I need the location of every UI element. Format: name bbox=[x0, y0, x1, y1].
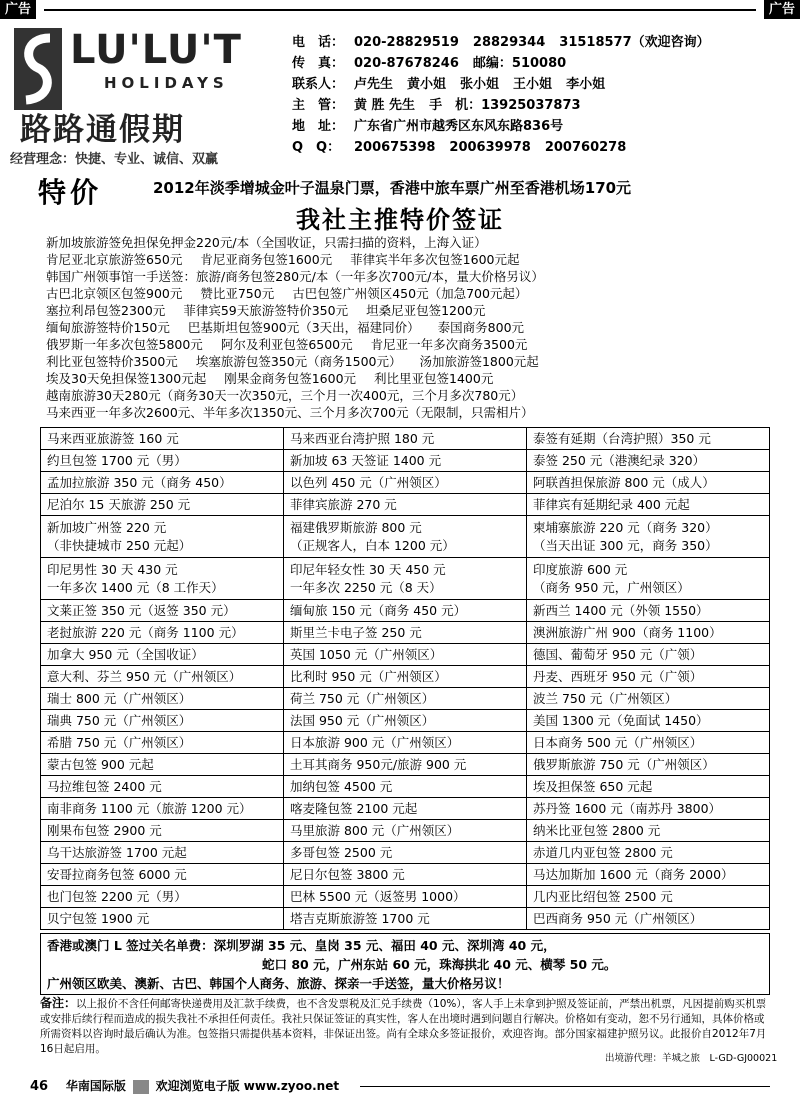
table-cell bbox=[527, 908, 770, 930]
contact-value: 邮编：510080 bbox=[472, 56, 567, 71]
edition-logo-icon bbox=[133, 1080, 149, 1094]
contact-value: 卢先生 bbox=[354, 77, 394, 92]
table-cell-line: 阿联酋担保旅游 800 元（成人） bbox=[533, 474, 715, 490]
table-cell-line: 日本商务 500 元（广州领区） bbox=[533, 734, 703, 750]
contact-value: 200639978 bbox=[449, 140, 531, 155]
table-cell bbox=[284, 450, 527, 472]
table-cell bbox=[41, 472, 284, 494]
table-cell bbox=[527, 688, 770, 710]
contact-value: 31518577（欢迎咨询） bbox=[559, 35, 710, 50]
promo-item: 坦桑尼亚包签1200元 bbox=[366, 303, 486, 318]
table-cell-line: 尼日尔包签 3800 元 bbox=[290, 866, 405, 882]
promo-item: 新加坡旅游签免担保免押金220元/本（全国收证，只需扫描的资料，上海入证） bbox=[46, 235, 487, 250]
promo-item: 汤加旅游签1800元起 bbox=[419, 354, 539, 369]
table-cell-line: 苏丹签 1600 元（南苏丹 3800） bbox=[533, 800, 722, 816]
table-cell-line: 波兰 750 元（广州领区） bbox=[533, 690, 678, 706]
table-cell bbox=[41, 558, 284, 600]
special-line: 2012年淡季增城金叶子温泉门票，香港中旅车票广州至香港机场170元 bbox=[153, 179, 632, 197]
table-cell-line: 法国 950 元（广州领区） bbox=[290, 712, 435, 728]
table-cell bbox=[41, 732, 284, 754]
promo-item: 利比亚包签特价3500元 bbox=[46, 354, 178, 369]
table-cell-line: 加拿大 950 元（全国收证） bbox=[47, 646, 204, 662]
promo-item: 阿尔及利亚包签6500元 bbox=[220, 337, 353, 352]
promo-line bbox=[46, 302, 786, 319]
table-cell-line: 马里旅游 800 元（广州领区） bbox=[290, 822, 460, 838]
table-cell bbox=[41, 516, 284, 558]
table-cell-line: 赤道几内亚包签 2800 元 bbox=[533, 844, 673, 860]
contact-label: Q Q： bbox=[292, 140, 341, 155]
table-cell bbox=[284, 516, 527, 558]
contact-label: 电 话： bbox=[292, 35, 345, 50]
table-cell bbox=[527, 622, 770, 644]
contact-row bbox=[292, 32, 792, 53]
contact-value: 黄 胜 先生 bbox=[354, 98, 416, 113]
promo-line bbox=[46, 251, 786, 268]
table-cell-line: 也门包签 2200 元（男） bbox=[47, 888, 187, 904]
table-row bbox=[41, 732, 770, 754]
table-cell-line: 老挝旅游 220 元（商务 1100 元） bbox=[47, 624, 244, 640]
promo-item: 埃塞旅游包签350元（商务1500元） bbox=[195, 354, 402, 369]
logo-mark-icon bbox=[14, 28, 62, 110]
table-row bbox=[41, 472, 770, 494]
logo-subtitle: HOLIDAYS bbox=[104, 74, 229, 92]
table-cell-line: 荷兰 750 元（广州领区） bbox=[290, 690, 435, 706]
notes bbox=[40, 996, 770, 1057]
table-cell-line: 文莱正签 350 元（返签 350 元） bbox=[47, 602, 236, 618]
table-cell bbox=[284, 666, 527, 688]
port-fees-box bbox=[40, 933, 770, 995]
logo-brand: LU'LU'T bbox=[70, 27, 242, 73]
table-cell-line: 南非商务 1100 元（旅游 1200 元） bbox=[47, 800, 252, 816]
site-link[interactable]: 欢迎浏览电子版 www.zyoo.net bbox=[155, 1079, 340, 1093]
table-row bbox=[41, 776, 770, 798]
promo-item: 古巴北京领区包签900元 bbox=[46, 286, 183, 301]
table-cell-line: 福建俄罗斯旅游 800 元 bbox=[290, 519, 422, 535]
table-cell-line: 柬埔寨旅游 220 元（商务 320） bbox=[533, 519, 718, 535]
contact-value: 张小姐 bbox=[460, 77, 500, 92]
table-row bbox=[41, 600, 770, 622]
table-cell bbox=[41, 754, 284, 776]
table-cell bbox=[41, 600, 284, 622]
table-cell-line: 巴西商务 950 元（广州领区） bbox=[533, 910, 703, 926]
table-cell-line: 埃及担保签 650 元起 bbox=[533, 778, 653, 794]
table-cell bbox=[41, 908, 284, 930]
promo-item: 利比里亚包签1400元 bbox=[374, 371, 494, 386]
promo-item: 韩国广州领事馆一手送签：旅游/商务包签280元/本（一年多次700元/本，量大价格另议） bbox=[46, 269, 544, 284]
promo-item: 菲律宾半年多次包签1600元起 bbox=[350, 252, 520, 267]
promo-line bbox=[46, 404, 786, 421]
promo-item: 菲律宾59天旅游签特价350元 bbox=[183, 303, 349, 318]
promo-line bbox=[46, 353, 786, 370]
page-number: 46 bbox=[30, 1079, 49, 1094]
promo-item: 越南旅游30天280元（商务30天一次350元，三个月一次400元，三个月多次780元） bbox=[46, 388, 524, 403]
table-cell bbox=[527, 494, 770, 516]
table-cell-line: 多哥包签 2500 元 bbox=[290, 844, 393, 860]
table-cell bbox=[527, 732, 770, 754]
footer-rule bbox=[360, 1086, 770, 1087]
table-cell bbox=[527, 600, 770, 622]
table-cell bbox=[527, 776, 770, 798]
table-row bbox=[41, 886, 770, 908]
table-cell bbox=[284, 622, 527, 644]
table-cell-line: 以色列 450 元（广州领区） bbox=[290, 474, 447, 490]
table-row bbox=[41, 622, 770, 644]
table-row bbox=[41, 644, 770, 666]
contact-value: 王小姐 bbox=[513, 77, 553, 92]
contact-label: 传 真： bbox=[292, 56, 345, 71]
table-cell bbox=[284, 644, 527, 666]
contact-value: 28829344 bbox=[472, 35, 546, 50]
table-cell-line: 泰签有延期（台湾护照）350 元 bbox=[533, 430, 711, 446]
table-cell-line: 印尼男性 30 天 430 元 bbox=[47, 561, 178, 577]
contact-row bbox=[292, 74, 792, 95]
contact-value: 200760278 bbox=[544, 140, 627, 155]
table-cell bbox=[527, 820, 770, 842]
table-row bbox=[41, 688, 770, 710]
promo-line bbox=[46, 387, 786, 404]
table-cell-line: 新西兰 1400 元（外领 1550） bbox=[533, 602, 709, 618]
table-cell-line: 乌干达旅游签 1700 元起 bbox=[47, 844, 187, 860]
table-cell-line: 瑞典 750 元（广州领区） bbox=[47, 712, 192, 728]
table-cell-line: 瑞士 800 元（广州领区） bbox=[47, 690, 192, 706]
contact-value: 李小姐 bbox=[566, 77, 606, 92]
table-cell-line: 土耳其商务 950元/旅游 900 元 bbox=[290, 756, 467, 772]
contact-value: 200675398 bbox=[354, 140, 436, 155]
promo-line bbox=[46, 319, 786, 336]
table-cell-line: 意大利、芬兰 950 元（广州领区） bbox=[47, 668, 242, 684]
table-cell bbox=[41, 666, 284, 688]
table-cell-line: 纳米比亚包签 2800 元 bbox=[533, 822, 661, 838]
table-row bbox=[41, 864, 770, 886]
table-cell-line: 马达加斯加 1600 元（商务 2000） bbox=[533, 866, 734, 882]
table-cell-line: 马来西亚台湾护照 180 元 bbox=[290, 430, 435, 446]
table-row bbox=[41, 494, 770, 516]
table-cell bbox=[284, 494, 527, 516]
table-cell-line: 泰签 250 元（港澳纪录 320） bbox=[533, 452, 706, 468]
promo-item: 埃及30天免担保签1300元起 bbox=[46, 371, 207, 386]
contact-value: 黄小姐 bbox=[407, 77, 447, 92]
table-cell-line: 菲律宾有延期纪录 400 元起 bbox=[533, 496, 690, 512]
table-cell bbox=[527, 798, 770, 820]
promo-line bbox=[46, 370, 786, 387]
notes-label: 备注： bbox=[40, 996, 77, 1010]
table-row bbox=[41, 842, 770, 864]
promo-item: 肯尼亚北京旅游签650元 bbox=[46, 252, 183, 267]
promo-item: 刚果金商务包签1600元 bbox=[224, 371, 357, 386]
table-cell-line: （正规客人，白本 1200 元） bbox=[290, 537, 455, 553]
promo-item: 巴基斯坦包签900元（3天出，福建同价） bbox=[187, 320, 420, 335]
table-cell bbox=[527, 644, 770, 666]
table-cell-line: 马拉维包签 2400 元 bbox=[47, 778, 162, 794]
promo-line bbox=[46, 285, 786, 302]
table-cell-line: 斯里兰卡电子签 250 元 bbox=[290, 624, 422, 640]
table-cell-line: 比利时 950 元（广州领区） bbox=[290, 668, 447, 684]
port-fees-line-1: 香港或澳门 L 签过关名单费：深圳罗湖 35 元、皇岗 35 元、福田 40 元、深圳湾 40 元， bbox=[47, 938, 556, 953]
table-cell bbox=[527, 864, 770, 886]
table-cell bbox=[527, 886, 770, 908]
table-cell-line: 塔吉克斯旅游签 1700 元 bbox=[290, 910, 430, 926]
table-cell-line: 新加坡广州签 220 元 bbox=[47, 519, 167, 535]
table-cell-line: 一年多次 2250 元（8 天） bbox=[290, 579, 442, 595]
table-cell bbox=[41, 820, 284, 842]
table-cell bbox=[527, 710, 770, 732]
promo-item: 古巴包签广州领区450元（加急700元起） bbox=[292, 286, 528, 301]
promo-line bbox=[46, 336, 786, 353]
table-cell bbox=[527, 666, 770, 688]
logo-slogan: 经营理念：快捷、专业、诚信、双赢 bbox=[10, 152, 219, 167]
table-cell bbox=[284, 842, 527, 864]
table-cell-line: 约旦包签 1700 元（男） bbox=[47, 452, 187, 468]
promo-item: 俄罗斯一年多次包签5800元 bbox=[46, 337, 203, 352]
table-cell-line: 新加坡 63 天签证 1400 元 bbox=[290, 452, 442, 468]
table-cell bbox=[527, 516, 770, 558]
contact-row bbox=[292, 137, 792, 158]
table-cell-line: 一年多次 1400 元（8 工作天） bbox=[47, 579, 224, 595]
table-cell-line: （商务 950 元，广州领区） bbox=[533, 579, 690, 595]
table-cell-line: 蒙古包签 900 元起 bbox=[47, 756, 154, 772]
port-fees-line-2: 蛇口 80 元，广州东站 60 元，珠海拱北 40 元、横琴 50 元。 bbox=[262, 957, 617, 972]
table-cell bbox=[284, 558, 527, 600]
table-cell-line: 印尼年轻女性 30 天 450 元 bbox=[290, 561, 446, 577]
header bbox=[0, 22, 800, 172]
table-cell bbox=[527, 558, 770, 600]
logo bbox=[10, 26, 282, 166]
table-cell bbox=[41, 622, 284, 644]
contact-value: 广东省广州市越秀区东风东路836号 bbox=[354, 119, 564, 134]
table-cell-line: 尼泊尔 15 天旅游 250 元 bbox=[47, 496, 191, 512]
promo-line bbox=[46, 234, 786, 251]
promo-item: 赞比亚750元 bbox=[200, 286, 275, 301]
table-cell-line: 刚果布包签 2900 元 bbox=[47, 822, 162, 838]
contact-row bbox=[292, 116, 792, 137]
contact-row bbox=[292, 95, 792, 116]
top-rule bbox=[44, 9, 756, 11]
table-row bbox=[41, 428, 770, 450]
contact-value: 020-87678246 bbox=[354, 56, 459, 71]
table-cell-line: 日本旅游 900 元（广州领区） bbox=[290, 734, 460, 750]
table-row bbox=[41, 558, 770, 600]
table-row bbox=[41, 666, 770, 688]
table-cell bbox=[527, 450, 770, 472]
table-cell bbox=[284, 732, 527, 754]
footer bbox=[30, 1077, 770, 1099]
promo-item: 肯尼亚一年多次商务3500元 bbox=[370, 337, 528, 352]
promo-item: 塞拉利昂包签2300元 bbox=[46, 303, 166, 318]
table-cell-line: 安哥拉商务包签 6000 元 bbox=[47, 866, 187, 882]
table-cell bbox=[527, 754, 770, 776]
contact-label: 主 管： bbox=[292, 98, 345, 113]
promo-list bbox=[46, 234, 786, 421]
table-cell bbox=[284, 472, 527, 494]
table-cell bbox=[284, 428, 527, 450]
table-row bbox=[41, 754, 770, 776]
table-row bbox=[41, 516, 770, 558]
table-cell bbox=[284, 688, 527, 710]
special-badge: 特价 bbox=[38, 176, 103, 209]
table-cell-line: 巴林 5500 元（返签男 1000） bbox=[290, 888, 466, 904]
contact-value: 020-28829519 bbox=[354, 35, 459, 50]
table-cell bbox=[41, 450, 284, 472]
table-cell bbox=[284, 886, 527, 908]
table-cell bbox=[41, 776, 284, 798]
promo-item: 泰国商务800元 bbox=[437, 320, 525, 335]
table-cell-line: 加纳包签 4500 元 bbox=[290, 778, 393, 794]
table-cell bbox=[41, 886, 284, 908]
table-cell bbox=[284, 710, 527, 732]
table-cell-line: 英国 1050 元（广州领区） bbox=[290, 646, 443, 662]
table-cell bbox=[41, 494, 284, 516]
table-cell-line: 几内亚比绍包签 2500 元 bbox=[533, 888, 673, 904]
table-cell-line: 菲律宾旅游 270 元 bbox=[290, 496, 397, 512]
table-cell bbox=[41, 798, 284, 820]
promo-line bbox=[46, 268, 786, 285]
table-cell bbox=[41, 842, 284, 864]
table-cell bbox=[284, 600, 527, 622]
table-cell bbox=[41, 710, 284, 732]
visa-price-table bbox=[40, 427, 770, 930]
table-cell bbox=[527, 428, 770, 450]
contact-label: 联系人： bbox=[292, 77, 345, 92]
ad-tag-right: 广告 bbox=[764, 0, 800, 19]
table-row bbox=[41, 820, 770, 842]
main-title: 我社主推特价签证 bbox=[296, 206, 504, 234]
table-cell-line: 孟加拉旅游 350 元（商务 450） bbox=[47, 474, 232, 490]
table-cell-line: 希腊 750 元（广州领区） bbox=[47, 734, 192, 750]
table-cell bbox=[284, 820, 527, 842]
table-cell bbox=[41, 644, 284, 666]
table-cell-line: 贝宁包签 1900 元 bbox=[47, 910, 150, 926]
agent-license: 出境游代理：羊城之旅 L-GD-GJ00021 bbox=[605, 1053, 778, 1064]
table-row bbox=[41, 710, 770, 732]
table-cell-line: 印度旅游 600 元 bbox=[533, 561, 628, 577]
table-cell-line: 喀麦隆包签 2100 元起 bbox=[290, 800, 418, 816]
table-row bbox=[41, 908, 770, 930]
table-cell bbox=[284, 754, 527, 776]
table-cell bbox=[284, 864, 527, 886]
table-cell bbox=[41, 428, 284, 450]
contact-value: 手 机：13925037873 bbox=[429, 98, 581, 113]
promo-item: 肯尼亚商务包签1600元 bbox=[200, 252, 333, 267]
contact-block bbox=[292, 32, 792, 158]
logo-chinese-name: 路路通假期 bbox=[20, 112, 185, 148]
table-row bbox=[41, 798, 770, 820]
table-cell bbox=[41, 864, 284, 886]
table-cell bbox=[284, 908, 527, 930]
table-cell bbox=[527, 842, 770, 864]
notes-text: 以上报价不含任何邮寄快递费用及汇款手续费，也不含发票税及汇兑手续费（10%），客人手上未拿到护照及签证前，严禁出机票，凡因提前购买机票或安排后续行程而造成的损失我社不承担任何责任。我社只保证签证的真实性，客人在出境时遇到问题自行解决。价格如有变动，恕不另行通知，具体价格或所需资料以咨询时最后确认为准。包签指只需提供基本资料，非保证出签。尚有全球众多签证报价，欢迎咨询。部分国家福建护照另议。此报价自2012年7月16日起启用。 bbox=[40, 998, 767, 1055]
port-fees-line-3: 广州领区欧美、澳新、古巴、韩国个人商务、旅游、探亲一手送签，量大价格另议！ bbox=[47, 976, 510, 991]
table-cell-line: 澳洲旅游广州 900（商务 1100） bbox=[533, 624, 722, 640]
ad-tag-left: 广告 bbox=[0, 0, 36, 19]
promo-item: 缅甸旅游签特价150元 bbox=[46, 320, 170, 335]
table-cell bbox=[527, 472, 770, 494]
table-cell-line: 缅甸旅 150 元（商务 450 元） bbox=[290, 602, 467, 618]
table-cell-line: 丹麦、西班牙 950 元（广领） bbox=[533, 668, 703, 684]
table-row bbox=[41, 450, 770, 472]
special-bar bbox=[8, 173, 792, 209]
table-cell bbox=[284, 798, 527, 820]
promo-item: 马来西亚一年多次2600元、半年多次1350元、三个月多次700元（无限制，只需相片） bbox=[46, 405, 534, 420]
table-cell-line: （当天出证 300 元，商务 350） bbox=[533, 537, 718, 553]
table-cell-line: 美国 1300 元（免面试 1450） bbox=[533, 712, 709, 728]
table-cell-line: 德国、葡萄牙 950 元（广领） bbox=[533, 646, 703, 662]
table-cell-line: 俄罗斯旅游 750 元（广州领区） bbox=[533, 756, 715, 772]
table-cell bbox=[41, 688, 284, 710]
contact-label: 地 址： bbox=[292, 119, 345, 134]
table-cell-line: 马来西亚旅游签 160 元 bbox=[47, 430, 179, 446]
table-cell-line: （非快捷城市 250 元起） bbox=[47, 537, 192, 553]
contact-row bbox=[292, 53, 792, 74]
edition-label: 华南国际版 bbox=[65, 1079, 126, 1093]
table-cell bbox=[284, 776, 527, 798]
